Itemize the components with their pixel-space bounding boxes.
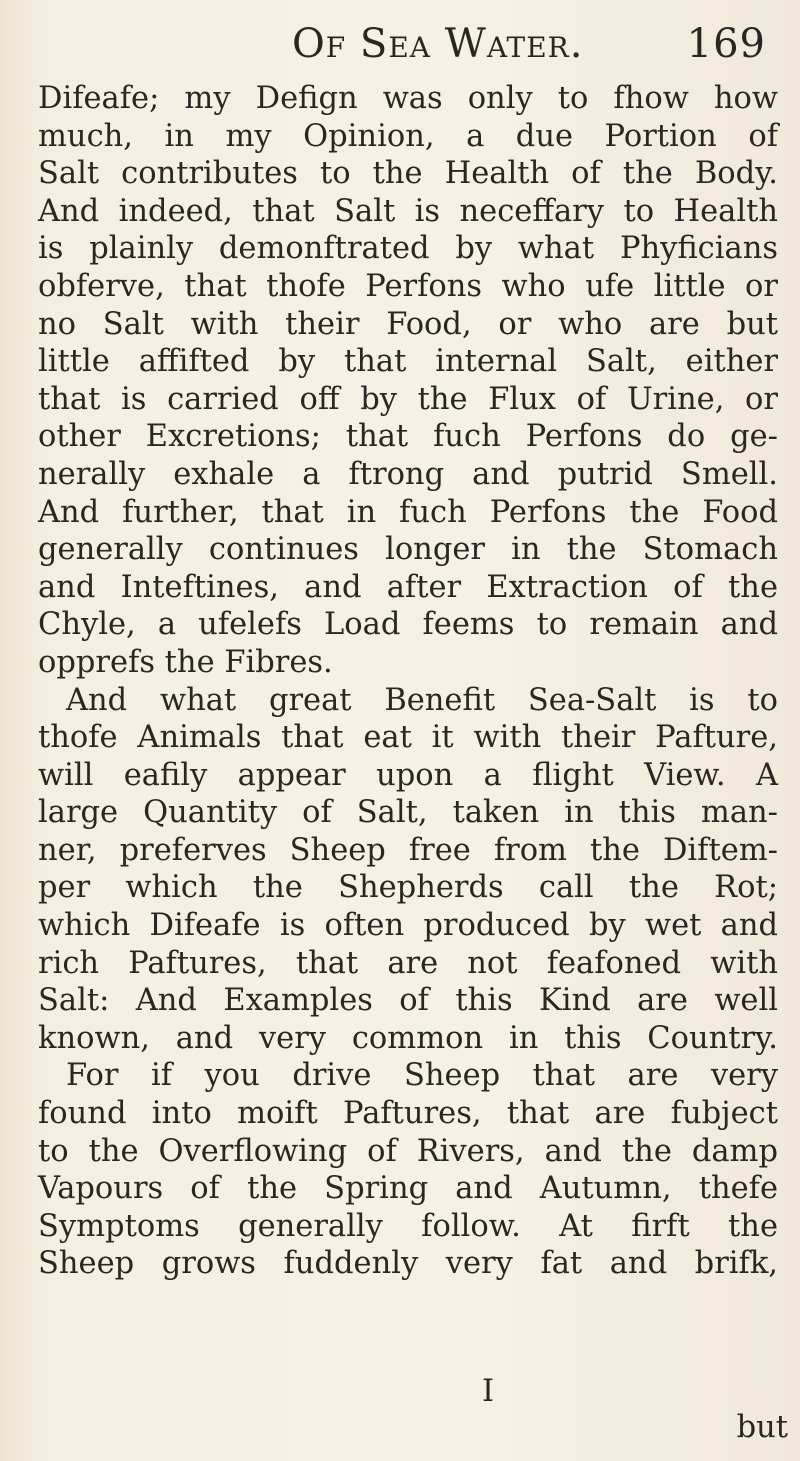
- running-title: Of Sea Water.: [292, 21, 584, 67]
- text-line: large Quantity of Salt, taken in this man-: [38, 795, 778, 831]
- signature-mark: I: [482, 1374, 495, 1409]
- running-head: [20, 14, 780, 74]
- text-line: generally continues longer in the Stomach: [38, 532, 778, 568]
- text-line: Sheep grows fuddenly very fat and brifk,: [38, 1246, 778, 1282]
- catchword: but: [736, 1410, 788, 1445]
- text-line: nerally exhale a ftrong and putrid Smell.: [38, 456, 778, 492]
- text-line: And what great Benefit Sea-Salt is to: [66, 682, 778, 718]
- text-line: to the Overflowing of Rivers, and the damp: [38, 1133, 778, 1169]
- text-line: which Difeafe is often produced by wet and: [38, 908, 778, 944]
- text-line: Vapours of the Spring and Autumn, thefe: [38, 1171, 778, 1207]
- text-line: For if you drive Sheep that are very: [66, 1058, 778, 1094]
- text-line: rich Paftures, that are not feafoned with: [38, 945, 778, 981]
- text-line: found into moift Paftures, that are fubject: [38, 1096, 778, 1132]
- text-line: Symptoms generally follow. At firft the: [38, 1208, 778, 1244]
- text-line: known, and very common in this Country.: [38, 1020, 778, 1056]
- text-line: much, in my Opinion, a due Portion of: [38, 118, 778, 154]
- text-line: that is carried off by the Flux of Urine, or: [38, 381, 778, 417]
- text-line: and Inteftines, and after Extraction of the: [38, 569, 778, 605]
- text-line: And further, that in fuch Perfons the Food: [38, 494, 778, 530]
- text-line: opprefs the Fibres.: [38, 644, 333, 680]
- text-line: Salt contributes to the Health of the Body.: [38, 156, 778, 192]
- text-line: is plainly demonftrated by what Phyficians: [38, 231, 778, 267]
- text-line: no Salt with their Food, or who are but: [38, 306, 778, 342]
- text-line: per which the Shepherds call the Rot;: [38, 870, 778, 906]
- text-line: Salt: And Examples of this Kind are well: [38, 983, 778, 1019]
- page-number: 169: [686, 21, 766, 67]
- text-line: Difeafe; my Defign was only to fhow how: [38, 81, 778, 116]
- text-line: And indeed, that Salt is neceffary to Health: [38, 193, 778, 229]
- body-text: [38, 80, 778, 1283]
- text-line: little affifted by that internal Salt, either: [38, 344, 778, 380]
- text-line: obferve, that thofe Perfons who ufe little or: [38, 268, 778, 304]
- page-footer: [38, 1374, 788, 1454]
- text-line: Chyle, a ufelefs Load feems to remain and: [38, 607, 778, 643]
- text-line: other Excretions; that fuch Perfons do ge-: [38, 419, 778, 455]
- text-line: ner, preferves Sheep free from the Diftem-: [38, 832, 778, 868]
- text-line: thofe Animals that eat it with their Pafture,: [38, 720, 778, 756]
- text-line: will eafily appear upon a flight View. A: [38, 757, 778, 793]
